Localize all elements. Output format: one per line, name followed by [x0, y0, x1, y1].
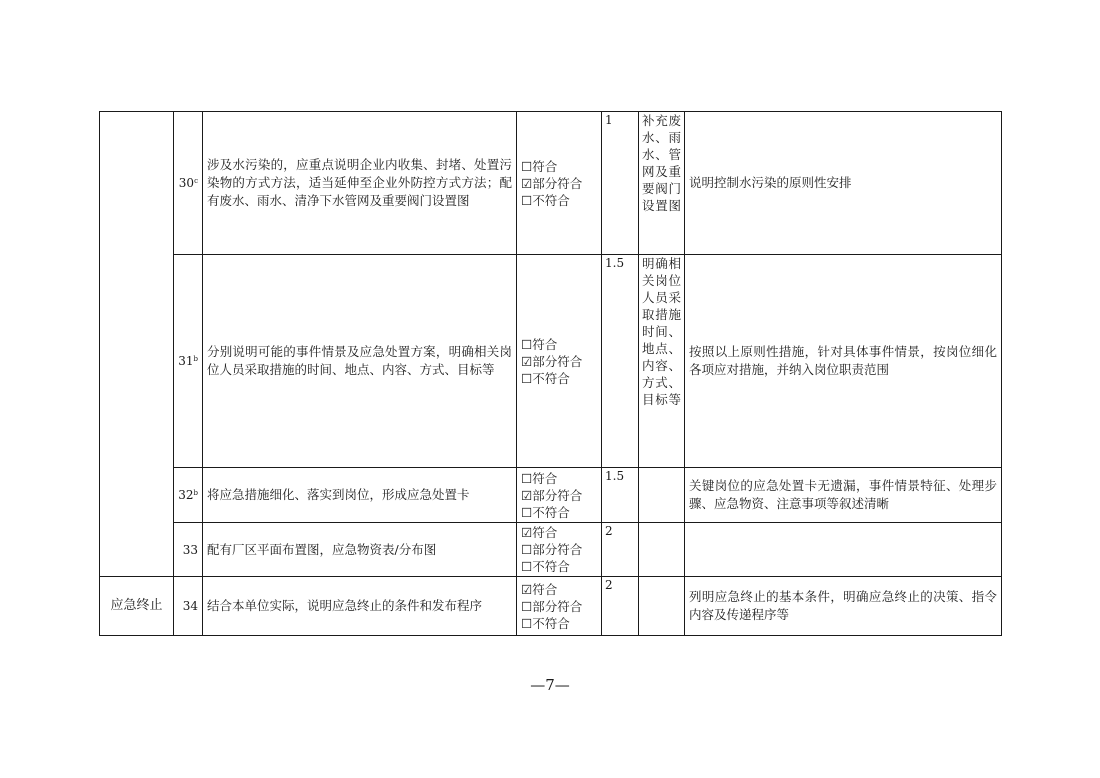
- option-nonconform[interactable]: ☐不符合: [521, 504, 570, 520]
- evaluation-note: 关键岗位的应急处置卡无遗漏，事件情景特征、处理步骤、应急物资、注意事项等叙述清晰: [685, 468, 1002, 523]
- item-number: 32$^b$: [174, 468, 203, 523]
- section-label: 应急终止: [100, 577, 174, 636]
- item-number: 33: [174, 523, 203, 577]
- table-row: [100, 523, 1002, 577]
- option-partial[interactable]: ☑部分符合: [521, 487, 583, 503]
- compliance-options: [517, 112, 602, 255]
- item-number: 34: [174, 577, 203, 636]
- option-nonconform[interactable]: ☐不符合: [521, 192, 570, 208]
- deduction-reason: 明确相关岗位人员采取措施时间、地点、内容、方式、目标等: [639, 255, 685, 468]
- deduction-reason: 补充废水、雨水、管网及重要阀门设置图: [639, 112, 685, 255]
- requirement-text: 分别说明可能的事件情景及应急处置方案，明确相关岗位人员采取措施的时间、地点、内容、方式、目标等: [203, 255, 517, 468]
- deduction-reason: [639, 577, 685, 636]
- option-conform[interactable]: ☐符合: [521, 336, 558, 352]
- option-partial[interactable]: ☐部分符合: [521, 598, 583, 614]
- assessment-table: [99, 111, 1002, 636]
- evaluation-note: [685, 523, 1002, 577]
- option-partial[interactable]: ☑部分符合: [521, 175, 583, 191]
- evaluation-note: 列明应急终止的基本条件，明确应急终止的决策、指令内容及传递程序等: [685, 577, 1002, 636]
- evaluation-note: 按照以上原则性措施，针对具体事件情景，按岗位细化各项应对措施，并纳入岗位职责范围: [685, 255, 1002, 468]
- item-number: 31$^b$: [174, 255, 203, 468]
- option-conform[interactable]: ☐符合: [521, 470, 558, 486]
- score-cell: 2: [602, 523, 639, 577]
- option-nonconform[interactable]: ☐不符合: [521, 615, 570, 631]
- compliance-options: [517, 468, 602, 523]
- requirement-text: 涉及水污染的，应重点说明企业内收集、封堵、处置污染物的方式方法，适当延伸至企业外防控方式方法；配有废水、雨水、清净下水管网及重要阀门设置图: [203, 112, 517, 255]
- evaluation-note: 说明控制水污染的原则性安排: [685, 112, 1002, 255]
- score-cell: 2: [602, 577, 639, 636]
- option-nonconform[interactable]: ☐不符合: [521, 370, 570, 386]
- table-row: [100, 112, 1002, 255]
- table-row: [100, 255, 1002, 468]
- table-row: [100, 577, 1002, 636]
- deduction-reason: [639, 523, 685, 577]
- item-number: 30$^c$: [174, 112, 203, 255]
- score-cell: 1: [602, 112, 639, 255]
- compliance-options: [517, 523, 602, 577]
- requirement-text: 配有厂区平面布置图，应急物资表/分布图: [203, 523, 517, 577]
- option-conform[interactable]: ☑符合: [521, 581, 558, 597]
- option-partial[interactable]: ☐部分符合: [521, 542, 583, 557]
- option-conform[interactable]: ☐符合: [521, 158, 558, 174]
- deduction-reason: [639, 468, 685, 523]
- option-nonconform[interactable]: ☐不符合: [521, 559, 570, 574]
- requirement-text: 结合本单位实际，说明应急终止的条件和发布程序: [203, 577, 517, 636]
- table-row: [100, 468, 1002, 523]
- section-cell: [100, 112, 174, 577]
- score-cell: 1.5: [602, 468, 639, 523]
- page-number: —7—: [530, 676, 570, 694]
- score-cell: 1.5: [602, 255, 639, 468]
- compliance-options: [517, 577, 602, 636]
- option-conform[interactable]: ☑符合: [521, 525, 558, 540]
- compliance-options: [517, 255, 602, 468]
- option-partial[interactable]: ☑部分符合: [521, 353, 583, 369]
- requirement-text: 将应急措施细化、落实到岗位，形成应急处置卡: [203, 468, 517, 523]
